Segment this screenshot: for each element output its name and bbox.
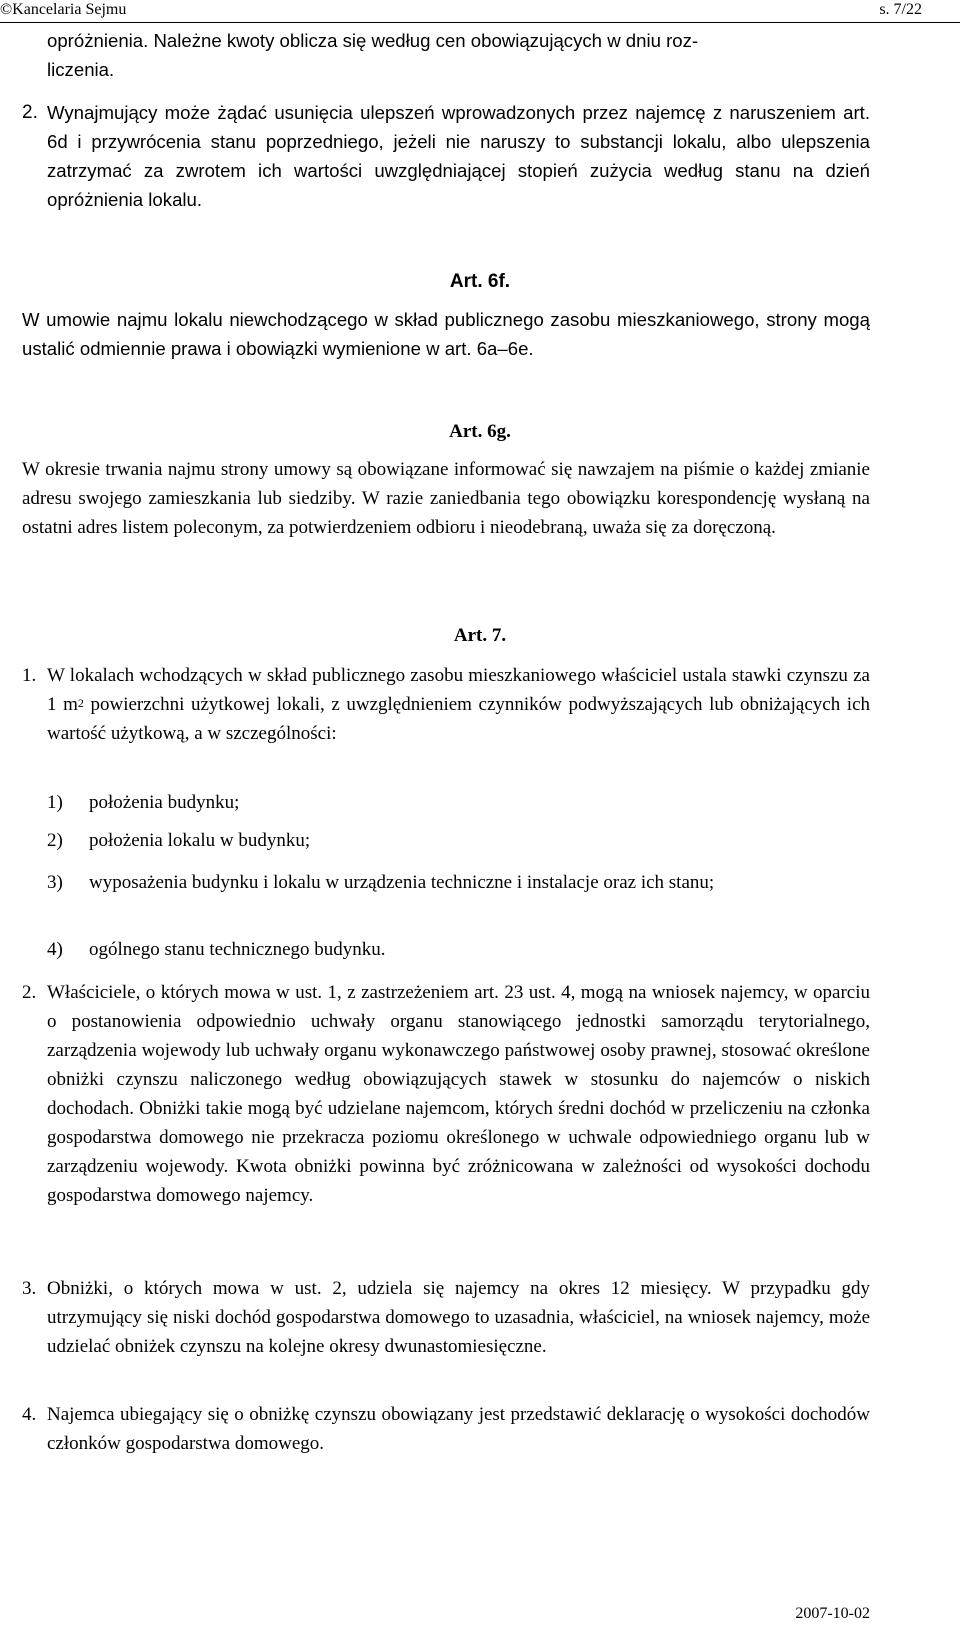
list-item	[47, 868, 870, 926]
art-7-heading: Art. 7.	[453, 625, 507, 646]
art-6g-text: W okresie trwania najmu strony umowy są obowiązane informować się nawzajem na piśmie o każdej zmianie adresu swojego zamieszkania lub siedziby. W razie zaniedbania tego obowiązku korespondencję wysłaną na ostatni adres listem poleconym, za potwierdzeniem odbioru i nieodebraną, uważa się za doręczoną.	[22, 459, 870, 538]
list-item-text: położenia budynku;	[89, 792, 240, 813]
list-item-text: wyposażenia budynku i lokalu w urządzenia techniczne i instalacje oraz ich stanu;	[89, 872, 715, 893]
list-item	[47, 826, 870, 855]
list-item-number: 4)	[47, 939, 63, 960]
art-6f-text: W umowie najmu lokalu niewchodzącego w skład publicznego zasobu mieszkaniowego, strony mogą ustalić odmiennie prawa i obowiązki wymienione w art. 6a–6e.	[22, 309, 870, 359]
art-7-ust-2-text: Właściciele, o których mowa w ust. 1, z zastrzeżeniem art. 23 ust. 4, mogą na wniosek najemcy, w oparciu o postanowienia odpowiednio uchwały organu stanowiącego jednostki samorządu terytorialnego, zarządzenia wojewody lub uchwały organu wykonawczego państwowej osoby prawnej, stosować określone obniżki czynszu naliczonego według obowiązujących stawek w stosunku do najemców o niskich dochodach. Obniżki takie mogą być udzielane najemcom, których średni dochód w przeliczeniu na członka gospodarstwa domowego nie przekracza poziomu określonego w uchwale odpowiedniego organu lub w zarządzeniu wojewody. Kwota obniżki powinna być zróżnicowana w zależności od wysokości dochodu gospodarstwa domowego najemcy.	[47, 982, 870, 1206]
art-7-ust-2-number: 2.	[22, 982, 37, 1003]
art-7-ust-4-text: Najemca ubiegający się o obniżkę czynszu obowiązany jest przedstawić deklarację o wysokości dochodów członków gospodarstwa domowego.	[47, 1404, 870, 1454]
continuation-line-1: opróżnienia. Należne kwoty oblicza się według cen obowiązujących w dniu roz-	[47, 30, 699, 51]
paragraph-2-text	[47, 98, 870, 214]
list-item-number: 3)	[47, 872, 63, 893]
list-item	[47, 935, 870, 964]
paragraph-2-number: 2.	[22, 102, 38, 123]
continuation-line-2: liczenia.	[47, 59, 115, 80]
list-item-text: położenia lokalu w budynku;	[89, 830, 311, 851]
copyright-label: ©Kancelaria Sejmu	[0, 1, 127, 18]
square-meter-superscript: 2	[77, 696, 84, 710]
page-number: s. 7/22	[879, 1, 922, 18]
art-7-ust-1-number: 1.	[22, 665, 37, 686]
header-divider	[0, 22, 960, 23]
art-7-ust-1-text	[47, 661, 870, 748]
paragraph-2-body: Wynajmujący może żądać usunięcia ulepszeń wprowadzonych przez najemcę z naruszeniem art. 6d i przywrócenia stanu poprzedniego, jeżeli nie naruszy to substancji lokalu, albo ulepszenia zatrzymać za zwrotem ich wartości uwzględniającej stopień zużycia według stanu na dzień opróżnienia lokalu.	[47, 102, 870, 210]
art-6f-heading: Art. 6f.	[449, 271, 511, 292]
art-7-ust-3-text: Obniżki, o których mowa w ust. 2, udziela się najemcy na okres 12 miesięcy. W przypadku gdy utrzymujący się niski dochód gospodarstwa domowego to uzasadnia, właściciel, na wniosek najemcy, może udzielać obniżek czynszu na kolejne okresy dwunastomiesięczne.	[47, 1278, 870, 1357]
list-item-number: 1)	[47, 792, 63, 813]
list-item-number: 2)	[47, 830, 63, 851]
list-item	[47, 788, 870, 817]
art-7-ust-1-text-b: powierzchni użytkowej lokali, z uwzględnieniem czynników podwyższających lub obniżających ich wartość użytkową, a w szczególności:	[47, 694, 871, 744]
art-7-ust-4-number: 4.	[22, 1404, 37, 1425]
art-6g-heading: Art. 6g.	[449, 421, 511, 442]
art-7-ust-1-text-a: W lokalach wchodzących w skład publicznego zasobu mieszkaniowego właściciel ustala stawki czynszu za 1 m	[47, 665, 870, 715]
list-item-text: ogólnego stanu technicznego budynku.	[89, 939, 386, 960]
art-7-ust-3-number: 3.	[22, 1278, 37, 1299]
document-date: 2007-10-02	[795, 1605, 870, 1622]
